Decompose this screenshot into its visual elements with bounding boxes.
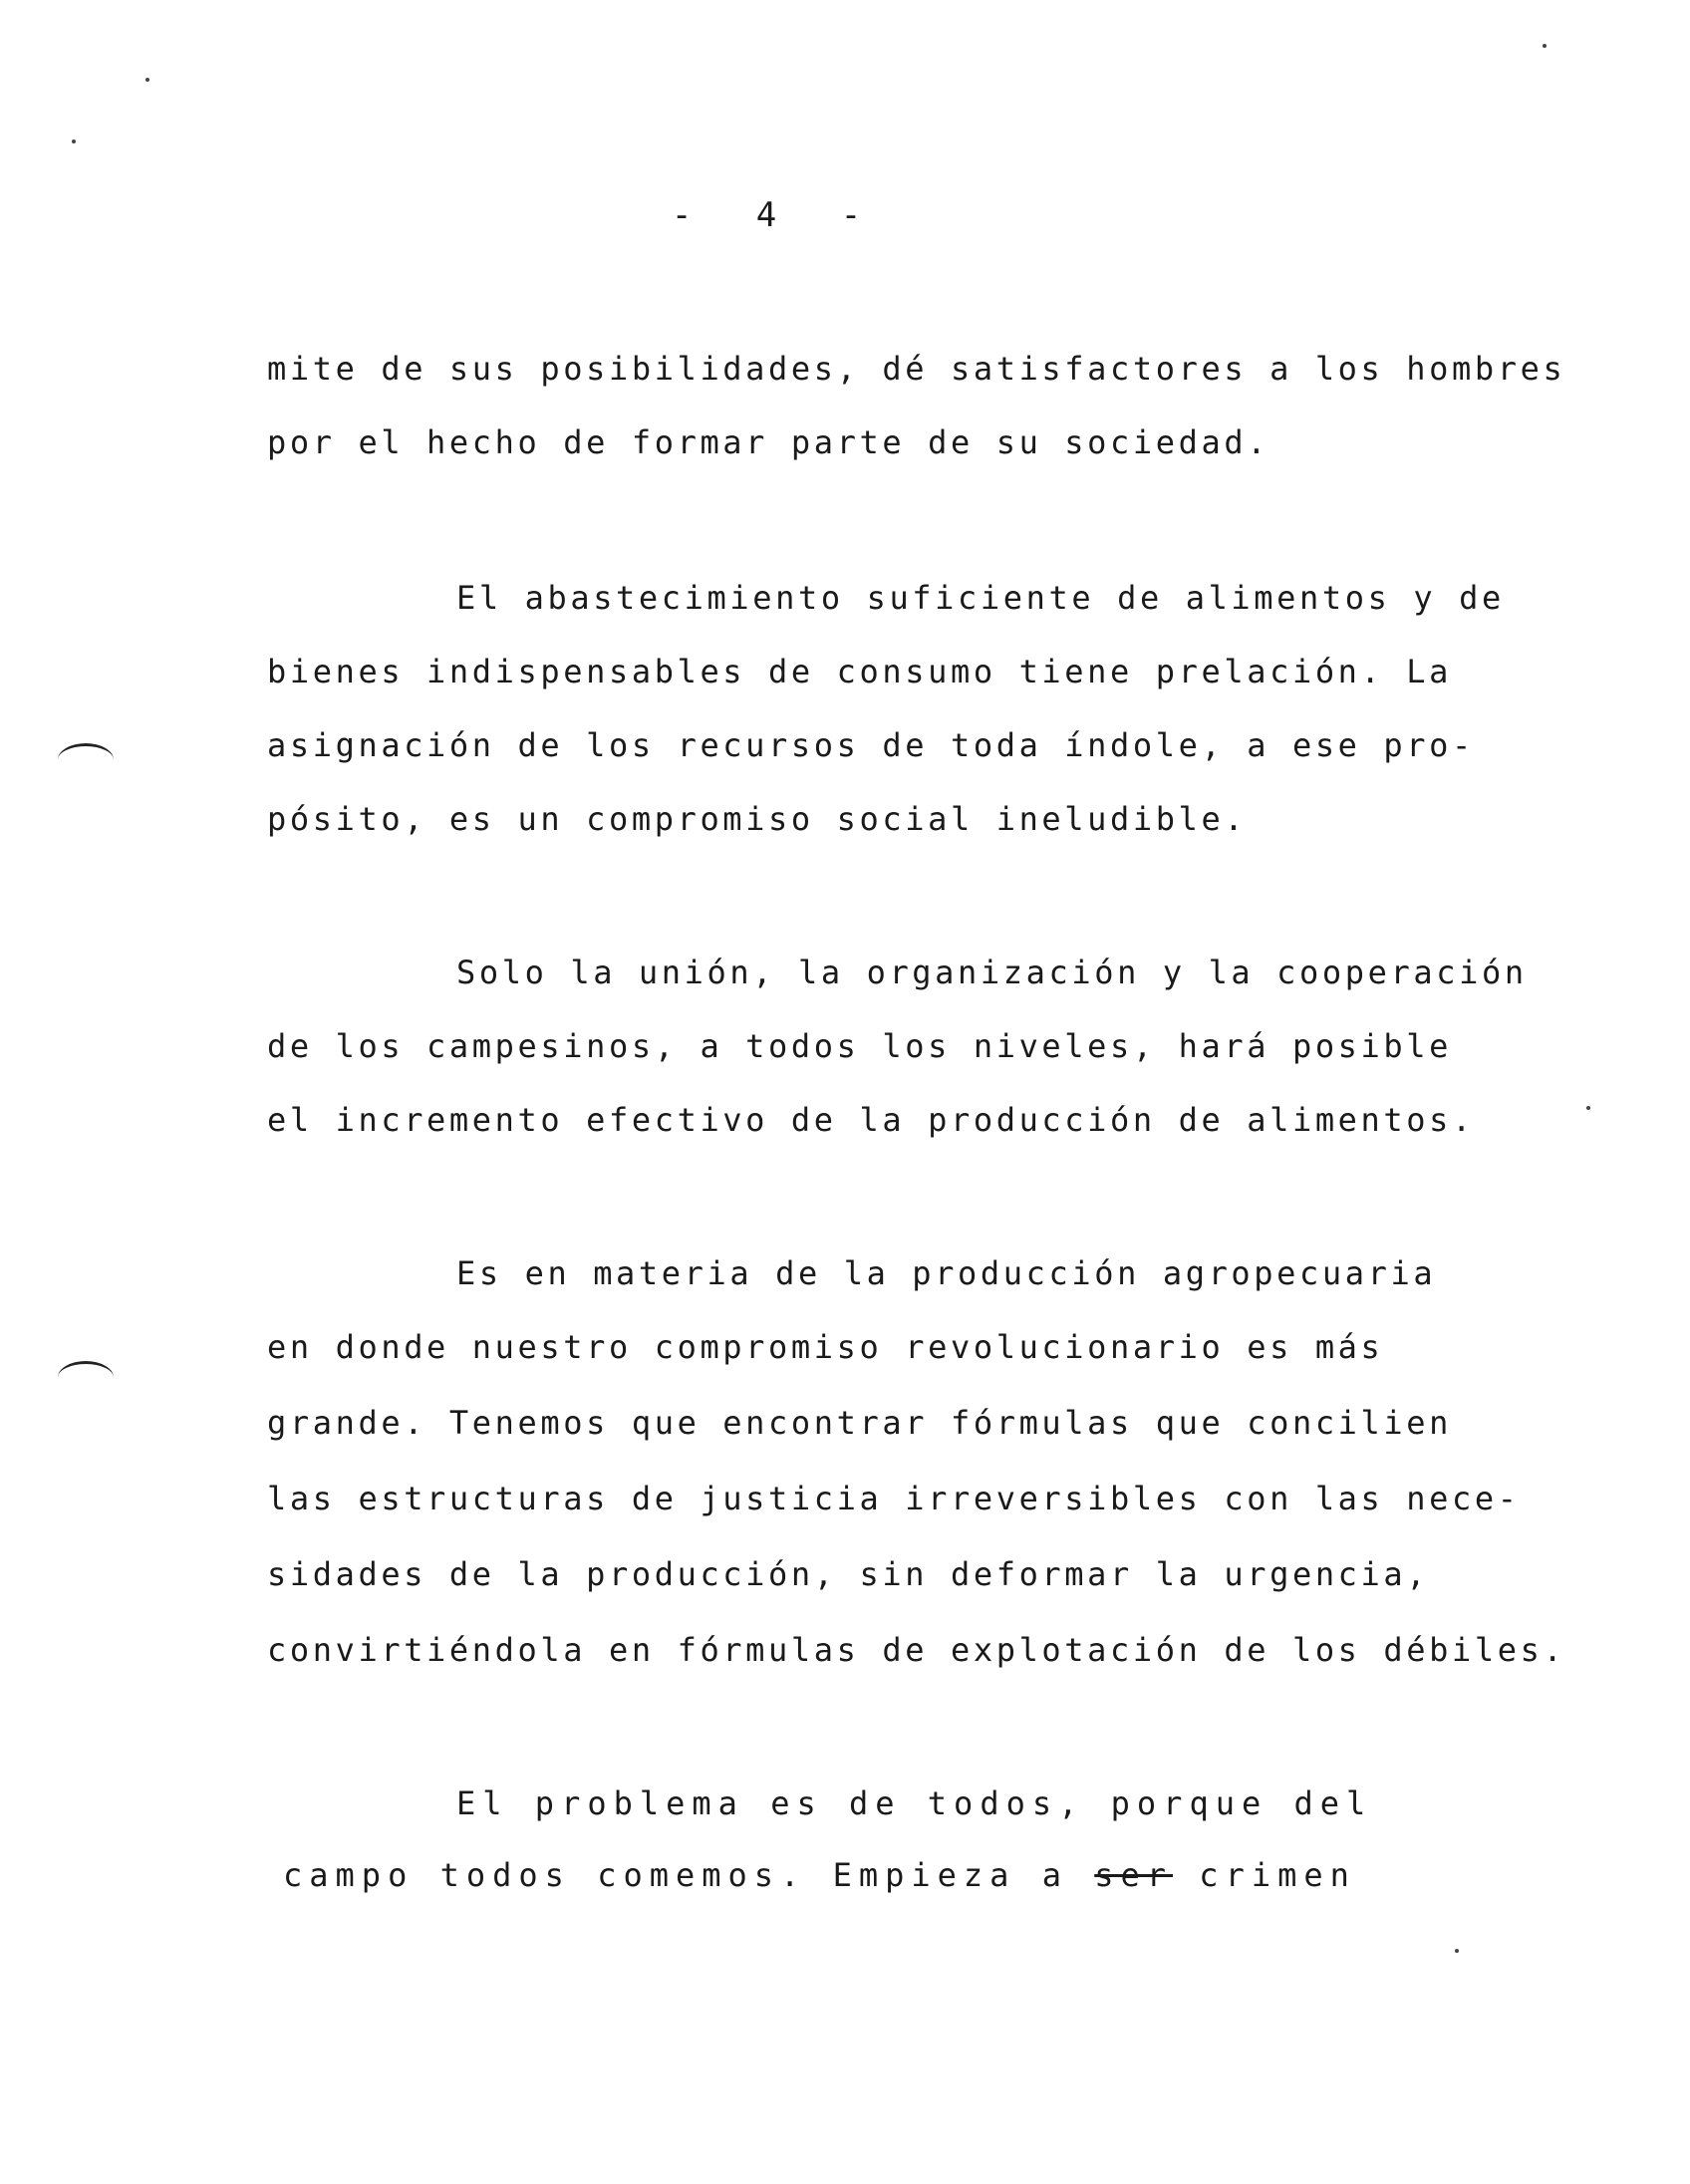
paragraph-line: El abastecimiento suficiente de alimentos y de: [456, 579, 1505, 617]
paragraph-line: de los campesinos, a todos los niveles, hará posible: [267, 1027, 1453, 1065]
scan-speck: [1586, 1106, 1590, 1110]
scan-speck: [145, 78, 149, 82]
paragraph-line: El problema es de todos, porque del: [456, 1784, 1373, 1822]
struck-word: ser: [1094, 1856, 1174, 1894]
paragraph-line: pósito, es un compromiso social ineludible.: [267, 800, 1248, 838]
paragraph-line: mite de sus posibilidades, dé satisfactores a los hombres: [267, 350, 1566, 388]
scan-speck: [1543, 44, 1547, 48]
paragraph-line: sidades de la producción, sin deformar la urgencia,: [267, 1555, 1430, 1593]
line-text: crimen: [1173, 1856, 1356, 1894]
scan-speck: [72, 139, 76, 143]
paragraph-line: bienes indispensables de consumo tiene prelación. La: [267, 653, 1453, 690]
paragraph-line: asignación de los recursos de toda índole, a ese pro-: [267, 726, 1475, 764]
paragraph-line-last: [283, 1856, 1356, 1894]
paragraph-line: por el hecho de formar parte de su sociedad.: [267, 423, 1270, 461]
paragraph-line: grande. Tenemos que encontrar fórmulas que concilien: [267, 1404, 1453, 1442]
scan-mark: [58, 743, 114, 776]
page-number: - 4 -: [671, 195, 884, 235]
paragraph-line: en donde nuestro compromiso revolucionario es más: [267, 1328, 1384, 1366]
paragraph-line: el incremento efectivo de la producción de alimentos.: [267, 1101, 1475, 1139]
paragraph-line: convirtiéndola en fórmulas de explotación de los débiles.: [267, 1631, 1566, 1669]
scan-mark: [58, 1361, 114, 1394]
paragraph-line: las estructuras de justicia irreversibles con las nece-: [267, 1480, 1521, 1517]
paragraph-line: Es en materia de la producción agropecuaria: [456, 1254, 1437, 1292]
paragraph-line: Solo la unión, la organización y la cooperación: [456, 954, 1528, 991]
line-text: campo todos comemos. Empieza a: [283, 1856, 1095, 1894]
scan-speck: [1455, 1949, 1459, 1953]
